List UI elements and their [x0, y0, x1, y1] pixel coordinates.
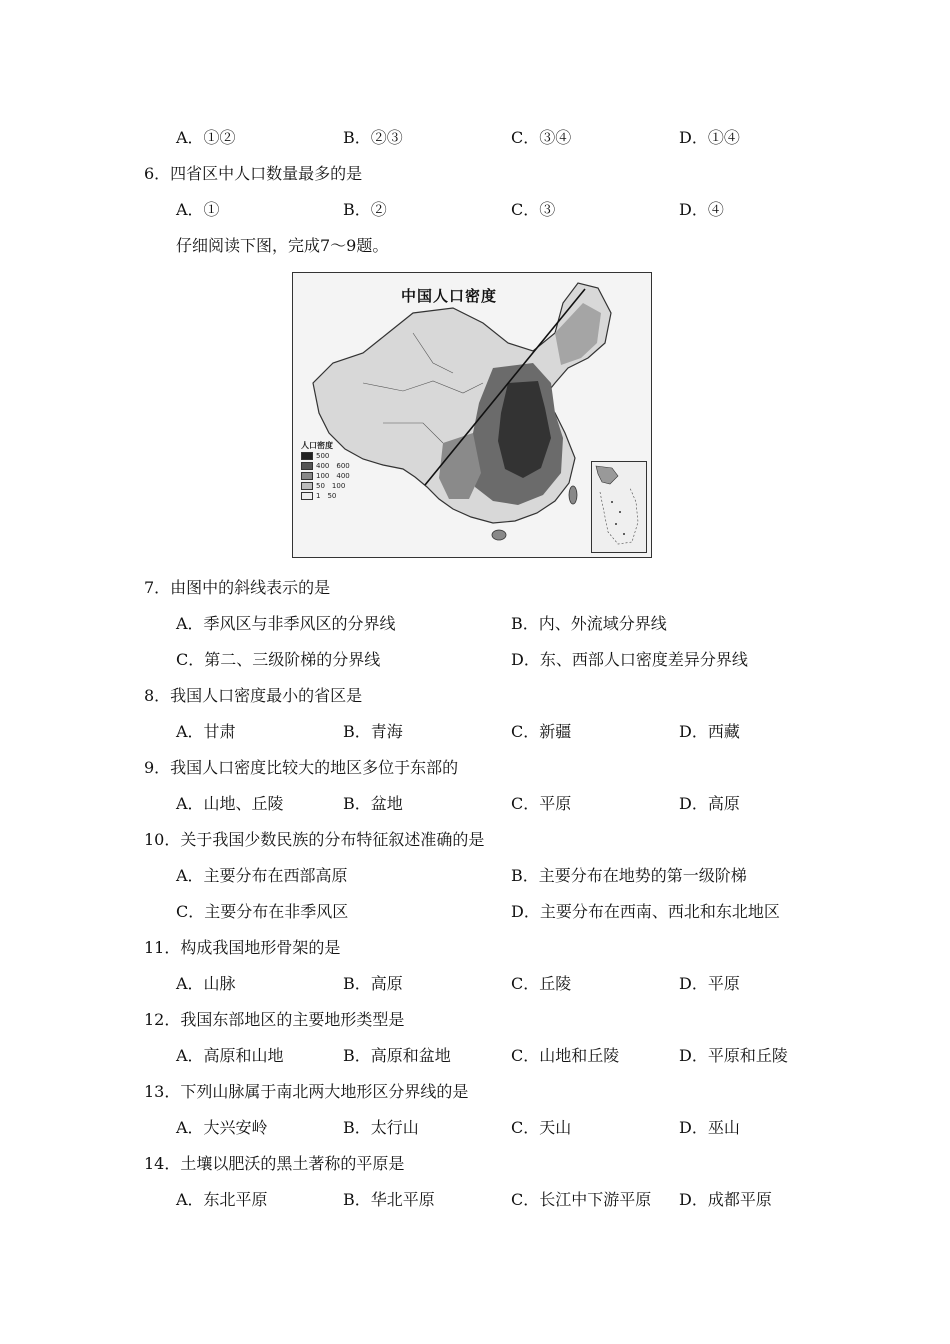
q13-option-d: D．巫山: [679, 1118, 740, 1137]
legend-row: 100 400: [301, 471, 359, 481]
q14-option-d: D．成都平原: [679, 1190, 772, 1209]
q7-option-b: B．内、外流域分界线: [511, 614, 667, 633]
q13-option-a: A．大兴安岭: [176, 1118, 268, 1137]
q10-option-d: D．主要分布在西南、西北和东北地区: [511, 902, 780, 921]
q13-option-b: B．太行山: [343, 1118, 419, 1137]
hainan-island: [492, 530, 506, 540]
instruction-text: 仔细阅读下图，完成7～9题。: [176, 236, 389, 255]
q6-option-b: B．②: [343, 200, 387, 219]
q10-option-a: A．主要分布在西部高原: [176, 866, 348, 885]
q10-option-b: B．主要分布在地势的第一级阶梯: [511, 866, 747, 885]
q6-option-a: A．①: [176, 200, 220, 219]
q14-option-a: A．东北平原: [176, 1190, 268, 1209]
population-density-map: [292, 272, 652, 558]
south-china-sea-inset: [591, 461, 647, 553]
q12-option-a: A．高原和山地: [176, 1046, 284, 1065]
q11-stem: 11．构成我国地形骨架的是: [144, 938, 341, 957]
q14-option-b: B．华北平原: [343, 1190, 435, 1209]
q11-option-b: B．高原: [343, 974, 403, 993]
q10-option-c: C．主要分布在非季风区: [176, 902, 349, 921]
legend-row: 500: [301, 451, 359, 461]
q9-option-b: B．盆地: [343, 794, 403, 813]
q9-option-d: D．高原: [679, 794, 740, 813]
q11-option-d: D．平原: [679, 974, 740, 993]
q8-option-c: C．新疆: [511, 722, 572, 741]
q8-option-a: A．甘肃: [176, 722, 236, 741]
q6-stem: 6．四省区中人口数量最多的是: [144, 164, 363, 183]
q13-stem: 13．下列山脉属于南北两大地形区分界线的是: [144, 1082, 469, 1101]
q5-option-b: B．②③: [343, 128, 403, 147]
taiwan-island: [569, 486, 577, 504]
q13-option-c: C．天山: [511, 1118, 572, 1137]
q7-option-c: C．第二、三级阶梯的分界线: [176, 650, 381, 669]
map-title: 中国人口密度: [401, 287, 498, 305]
q7-option-d: D．东、西部人口密度差异分界线: [511, 650, 748, 669]
q8-stem: 8．我国人口密度最小的省区是: [144, 686, 363, 705]
q9-stem: 9．我国人口密度比较大的地区多位于东部的: [144, 758, 459, 777]
q12-stem: 12．我国东部地区的主要地形类型是: [144, 1010, 405, 1029]
q12-option-b: B．高原和盆地: [343, 1046, 451, 1065]
q9-option-c: C．平原: [511, 794, 572, 813]
q7-option-a: A．季风区与非季风区的分界线: [176, 614, 396, 633]
legend-row: 1 50: [301, 491, 359, 501]
legend-row: 400 600: [301, 461, 359, 471]
q8-option-b: B．青海: [343, 722, 403, 741]
q5-option-d: D．①④: [679, 128, 740, 147]
legend-title: 人口密度: [301, 441, 333, 450]
q7-stem: 7．由图中的斜线表示的是: [144, 578, 331, 597]
q5-option-c: C．③④: [511, 128, 572, 147]
q14-option-c: C．长江中下游平原: [511, 1190, 652, 1209]
q11-option-a: A．山脉: [176, 974, 236, 993]
q12-option-d: D．平原和丘陵: [679, 1046, 788, 1065]
map-legend: [301, 441, 359, 501]
q5-option-a: A．①②: [176, 128, 236, 147]
q12-option-c: C．山地和丘陵: [511, 1046, 620, 1065]
q10-stem: 10．关于我国少数民族的分布特征叙述准确的是: [144, 830, 485, 849]
q14-stem: 14．土壤以肥沃的黑土著称的平原是: [144, 1154, 405, 1173]
q9-option-a: A．山地、丘陵: [176, 794, 284, 813]
legend-row: 50 100: [301, 481, 359, 491]
q8-option-d: D．西藏: [679, 722, 740, 741]
q6-option-c: C．③: [511, 200, 556, 219]
q6-option-d: D．④: [679, 200, 724, 219]
q11-option-c: C．丘陵: [511, 974, 572, 993]
